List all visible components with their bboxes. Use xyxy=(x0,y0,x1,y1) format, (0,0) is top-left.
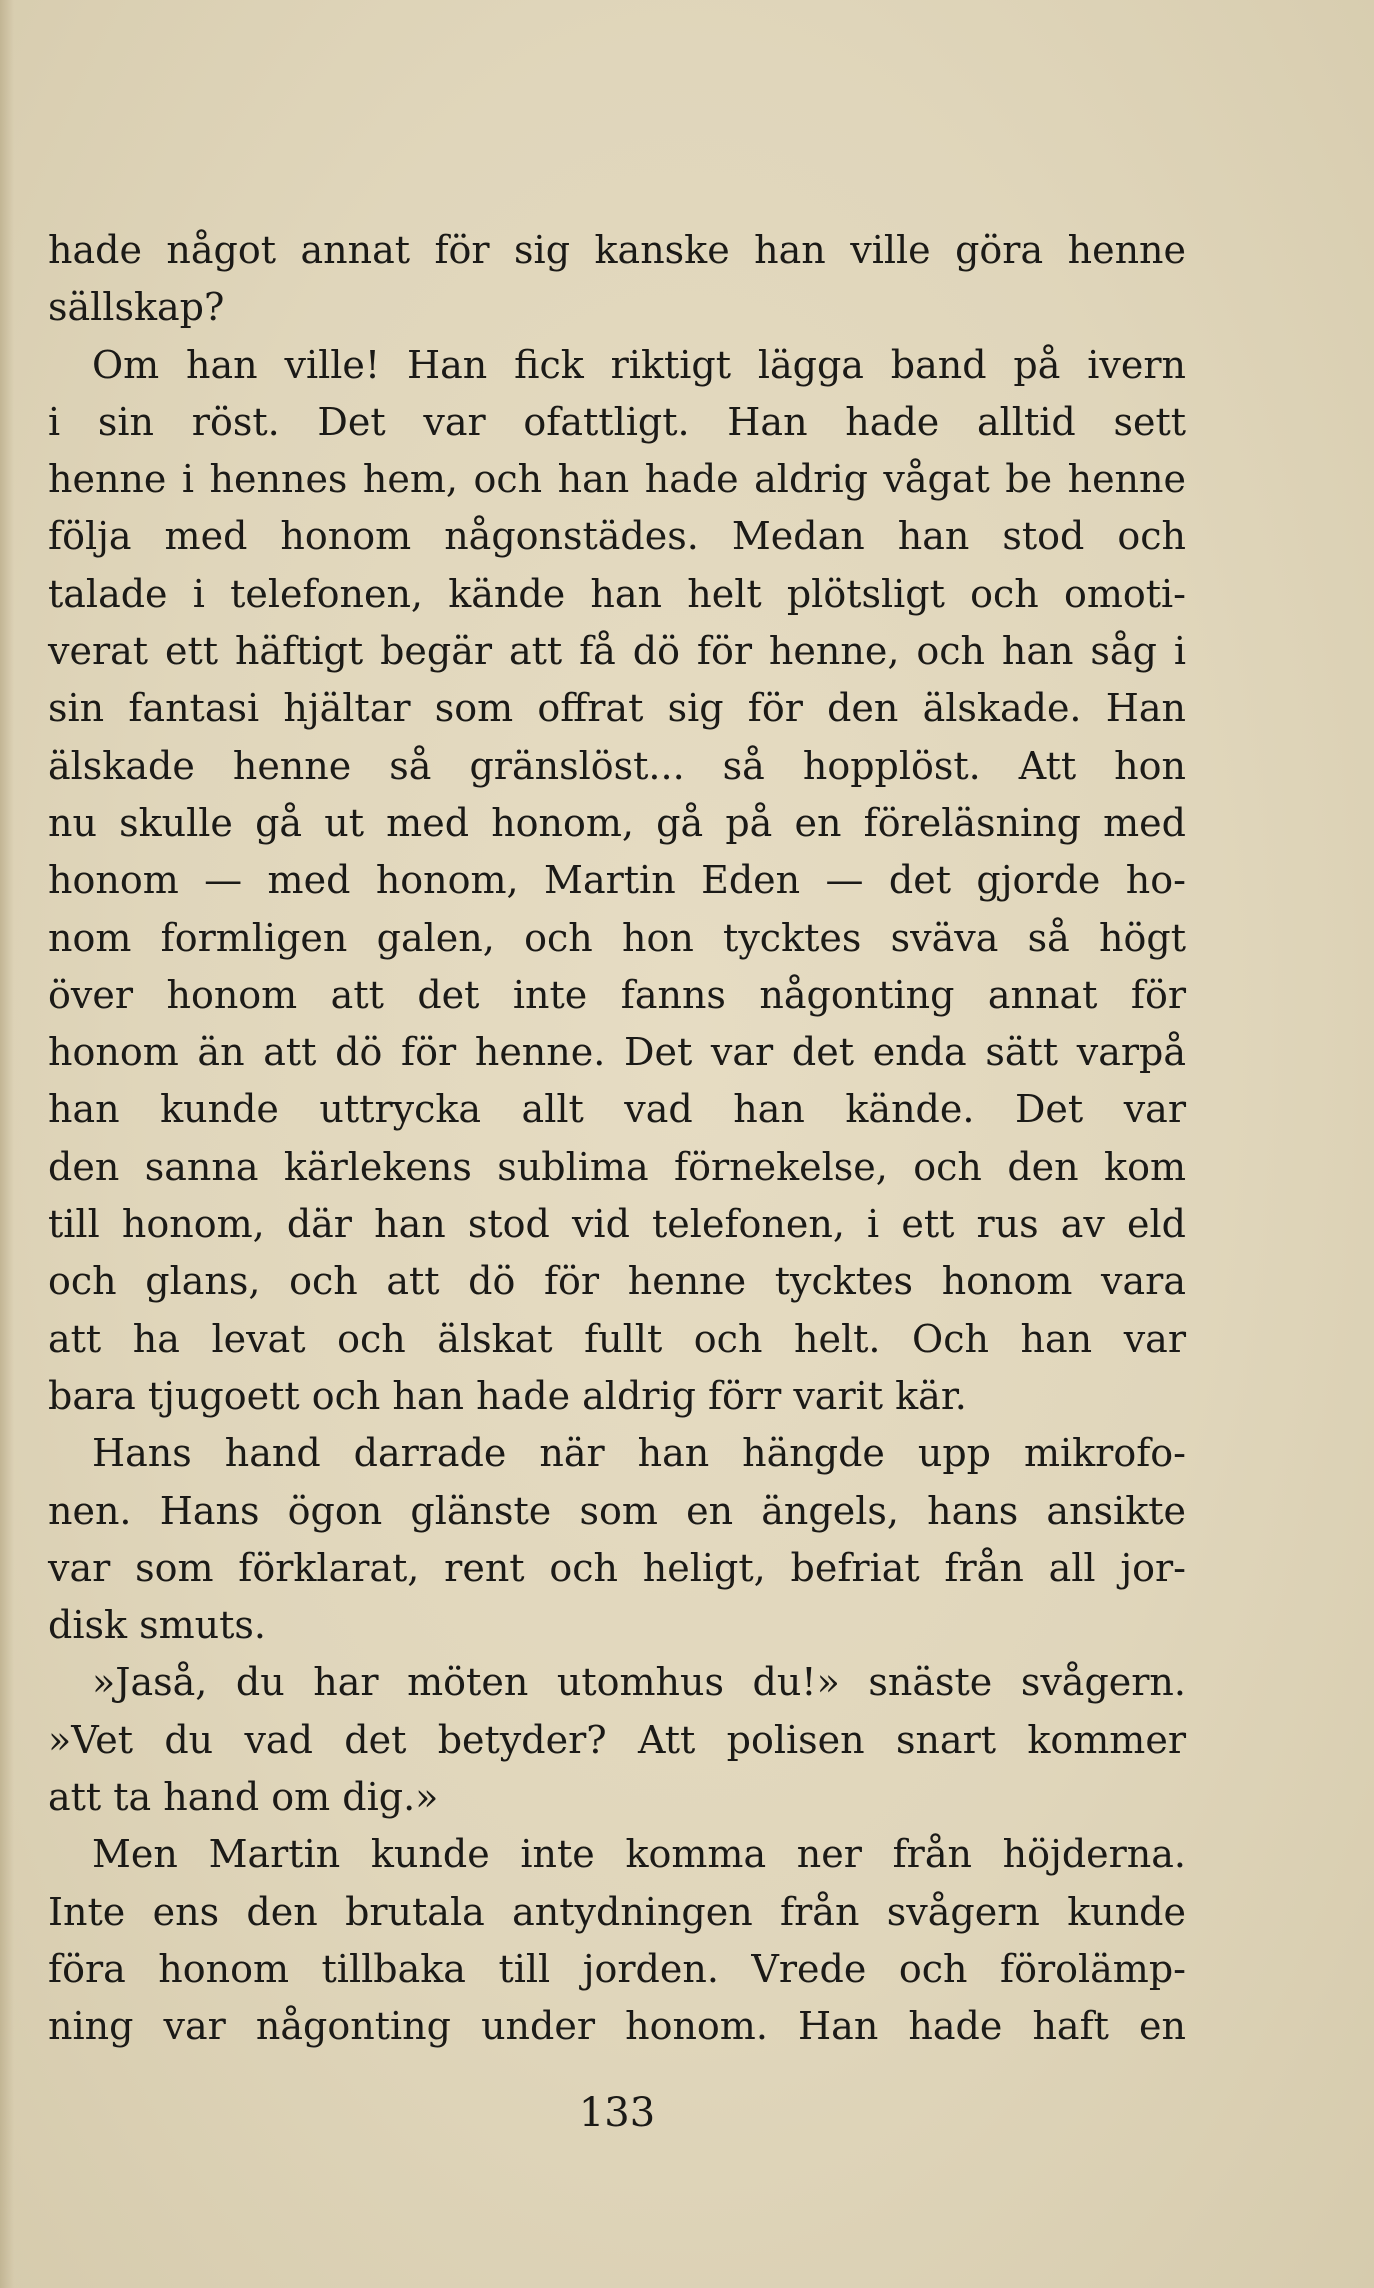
text-line: honom — med honom, Martin Eden — det gjorde ho- xyxy=(48,858,1186,903)
text-line: Inte ens den brutala antydningen från svågern kunde xyxy=(48,1889,1186,1934)
text-line: honom än att dö för henne. Det var det enda sätt varpå xyxy=(48,1030,1186,1075)
text-line: han kunde uttrycka allt vad han kände. Det var xyxy=(48,1087,1186,1132)
text-line: ning var någonting under honom. Han hade haft en xyxy=(48,2004,1186,2049)
text-line: »Vet du vad det betyder? Att polisen snart kommer xyxy=(48,1717,1186,1762)
text-line: var som förklarat, rent och heligt, befriat från all jor- xyxy=(48,1545,1186,1590)
text-line: Om han ville! Han fick riktigt lägga band på ivern xyxy=(92,342,1186,387)
text-line: nen. Hans ögon glänste som en ängels, hans ansikte xyxy=(48,1488,1186,1533)
text-line: Hans hand darrade när han hängde upp mikrofo- xyxy=(92,1431,1186,1476)
text-line: älskade henne så gränslöst... så hopplöst. Att hon xyxy=(48,743,1186,788)
page-number: 133 xyxy=(578,2090,656,2136)
text-line: nu skulle gå ut med honom, gå på en föreläsning med xyxy=(48,800,1186,845)
text-line: talade i telefonen, kände han helt plötsligt och omoti- xyxy=(48,571,1186,616)
text-line: föra honom tillbaka till jorden. Vrede och förolämp- xyxy=(48,1946,1186,1991)
text-line: henne i hennes hem, och han hade aldrig vågat be henne xyxy=(48,457,1186,502)
text-line: bara tjugoett och han hade aldrig förr varit kär. xyxy=(48,1373,967,1418)
text-line: att ta hand om dig.» xyxy=(48,1775,439,1820)
page-edge-shadow xyxy=(0,0,14,2288)
text-line: sällskap? xyxy=(48,285,225,330)
text-line: i sin röst. Det var ofattligt. Han hade alltid sett xyxy=(48,399,1186,444)
text-line: över honom att det inte fanns någonting annat för xyxy=(48,972,1186,1017)
text-line: verat ett häftigt begär att få dö för henne, och han såg i xyxy=(48,629,1186,674)
text-line: sin fantasi hjältar som offrat sig för den älskade. Han xyxy=(48,686,1186,731)
body-text xyxy=(48,222,1186,2056)
text-line: följa med honom någonstädes. Medan han stod och xyxy=(48,514,1186,559)
text-line: att ha levat och älskat fullt och helt. Och han var xyxy=(48,1316,1186,1361)
text-line: den sanna kärlekens sublima förnekelse, och den kom xyxy=(48,1144,1186,1189)
text-line: »Jaså, du har möten utomhus du!» snäste svågern. xyxy=(92,1660,1186,1705)
text-line: disk smuts. xyxy=(48,1603,266,1648)
text-line: hade något annat för sig kanske han ville göra henne xyxy=(48,228,1186,272)
text-line: och glans, och att dö för henne tycktes honom vara xyxy=(48,1259,1186,1304)
text-line: Men Martin kunde inte komma ner från höjderna. xyxy=(92,1832,1186,1877)
text-line: nom formligen galen, och hon tycktes sväva så högt xyxy=(48,915,1186,960)
text-line: till honom, där han stod vid telefonen, i ett rus av eld xyxy=(48,1202,1186,1247)
